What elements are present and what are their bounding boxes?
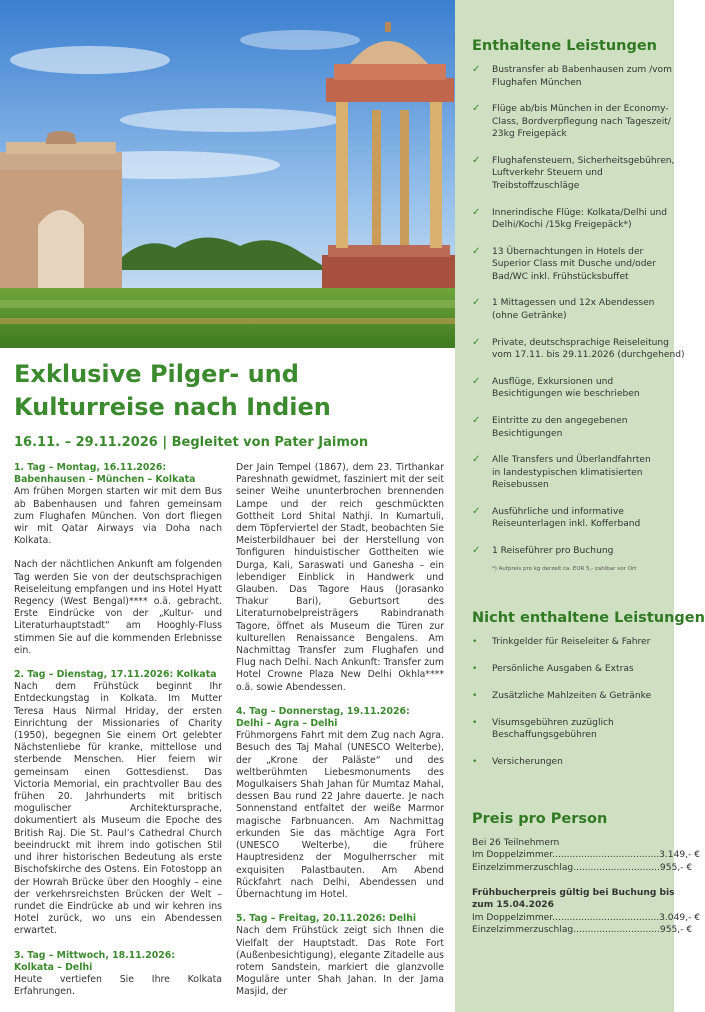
included-item — [472, 155, 674, 193]
check-icon: ✓ — [472, 545, 481, 557]
price-line: Einzelzimmerzuschlag..............................955,- € — [472, 862, 693, 873]
list-item-text: Bustransfer ab Babenhausen zum /vom Flughafen München — [492, 65, 672, 88]
day-heading: 5. Tag – Freitag, 20.11.2026: Delhi — [236, 913, 417, 925]
included-item — [472, 506, 674, 531]
list-item-text: Versicherungen — [492, 757, 563, 768]
check-icon: ✓ — [472, 375, 481, 387]
day-route: Babenhausen – München – Kolkata — [14, 474, 196, 486]
price-heading: Preis pro Person — [472, 810, 608, 827]
included-heading: Enthaltene Leistungen — [472, 38, 657, 54]
check-icon: ✓ — [472, 154, 481, 166]
included-item — [472, 207, 674, 232]
list-item-text: Persönliche Ausgaben & Extras — [492, 663, 634, 674]
day-text: Am frühen Morgen starten wir mit dem Bus ab Babenhausen und fahren gemeinsam zum Flughafen München. Von dort fliegen wir mit Qatar Airways via Doha nach Kolkata. — [14, 486, 222, 547]
excluded-item — [472, 756, 674, 769]
check-icon: ✓ — [472, 206, 481, 218]
list-item-text: Flüge ab/bis München in der Economy- Class, Bordverpflegung nach Tageszeit/ 23kg Freigepäck — [492, 104, 671, 140]
excluded-item — [472, 636, 674, 649]
hero-image — [0, 0, 455, 348]
bullet-icon: • — [472, 717, 478, 728]
list-item-text: 1 Mittagessen und 12x Abendessen (ohne Getränke) — [492, 298, 655, 321]
bullet-icon: • — [472, 690, 478, 701]
title-line-1: Exklusive Pilger- und — [14, 360, 299, 388]
list-item-text: Private, deutschsprachige Reiseleitung vom 17.11. bis 29.11.2026 (durchgehend) — [492, 337, 685, 361]
excluded-list — [472, 636, 674, 769]
early-bird-heading: zum 15.04.2026 — [472, 900, 554, 911]
list-item-text: Zusätzliche Mahlzeiten & Getränke — [492, 690, 652, 701]
check-icon: ✓ — [472, 505, 481, 517]
day-text: Heute vertiefen Sie Ihre Kolkata Erfahrungen. — [14, 973, 222, 998]
day-heading: 1. Tag – Montag, 16.11.2026: — [14, 462, 167, 473]
list-item-text: Innerindische Flüge: Kolkata/Delhi und Delhi/Kochi /15kg Freigepäck*) — [492, 207, 668, 231]
excluded-item — [472, 663, 674, 676]
included-item — [472, 415, 674, 440]
list-item-text: Visumsgebühren zuzüglich Beschaffungsgebühren — [492, 717, 614, 741]
india-gate-illustration — [0, 131, 122, 290]
price-block — [472, 837, 701, 937]
day-block — [236, 913, 444, 998]
price-line: Im Doppelzimmer.....................................3.149,- € — [472, 850, 701, 861]
day-block — [14, 669, 222, 937]
list-item-text: Eintritte zu den angegebenen Besichtigungen — [492, 416, 628, 439]
itinerary-column-2 — [236, 462, 444, 1011]
day-route: Kolkata – Delhi — [14, 961, 93, 973]
price-line: Im Doppelzimmer.....................................3.049,- € — [472, 912, 701, 923]
list-item-text: 1 Reiseführer pro Buchung — [492, 546, 614, 557]
day-block — [236, 706, 444, 901]
day-text: Nach dem Frühstück zeigt sich Ihnen die Vielfalt der Hauptstadt. Das Rote Fort (Außenbesichtigung), elegante Zitadelle aus rotem Sandstein, markiert die glanzvolle Moguläre unter Shah Jahan. In der Jama Masjid, der — [236, 925, 444, 998]
included-item — [472, 376, 674, 401]
check-icon: ✓ — [472, 103, 481, 115]
included-item — [472, 103, 674, 141]
day-text: Frühmorgens Fahrt mit dem Zug nach Agra. Besuch des Taj Mahal (UNESCO Welterbe), der „Krone der Paläste“ und des weltberühmten Liebesmonuments des Mogulkaisers Shah Jahan für Mumtaz Mahal, dessen Bau rund 22 Jahre dauerte. Je nach Sonnenstand entfaltet der weiße Marmor magische Farbnuancen. Am Nachmittag erkunden Sie das mächtige Agra Fort (UNESCO Welterbe), die frühere Hauptresidenz der Mogulherrscher mit exquisiten Palastbauten. Am Abend Rückfahrt nach Delhi, Abendessen und Übernachtung im Hotel. — [236, 730, 444, 900]
footnote: *) Aufpreis pro kg derzeit ca. EUR 5,- zahlbar vor Ort — [492, 565, 637, 572]
check-icon: ✓ — [472, 297, 481, 309]
excluded-item — [472, 690, 674, 703]
day-heading: 2. Tag – Dienstag, 17.11.2026: Kolkata — [14, 669, 217, 681]
list-item-text: Alle Transfers und Überlandfahrten in landestypischen klimatisierten Reisebussen — [492, 455, 651, 491]
check-icon: ✓ — [472, 64, 481, 75]
list-item-text: Ausflüge, Exkursionen und Besichtigungen wie beschrieben — [492, 376, 640, 400]
day-heading: 3. Tag – Mittwoch, 18.11.2026: — [14, 949, 175, 961]
price-line: Bei 26 Teilnehmern — [472, 837, 560, 848]
included-item — [472, 336, 685, 362]
price-line: Einzelzimmerzuschlag..............................955,- € — [472, 925, 693, 936]
check-icon: ✓ — [472, 415, 481, 426]
included-item — [472, 297, 674, 322]
bullet-icon: • — [472, 757, 478, 768]
list-item-text: Trinkgelder für Reiseleiter & Fahrer — [492, 636, 651, 647]
included-item — [472, 246, 674, 284]
check-icon: ✓ — [472, 336, 481, 348]
list-item-text: 13 Übernachtungen in Hotels der Superior Class mit Dusche und/oder Bad/WC inkl. Frühstücksbuffet — [492, 246, 656, 282]
list-item-text: Ausführliche und informative Reiseunterlagen inkl. Kofferband — [492, 506, 641, 530]
excluded-item — [472, 717, 674, 742]
page-title — [14, 358, 444, 424]
day-heading: 4. Tag – Donnerstag, 19.11.2026: — [236, 705, 410, 717]
day-text: Nach der nächtlichen Ankunft am folgenden Tag werden Sie von der deutschsprachigen Reiseleitung empfangen und ins Hotel Hyatt Regency (West Bengal)**** o.ä. gebracht. Erste Eindrücke von der „Kultur- und Literaturhauptstadt“ am Hooghly-Fluss stimmen Sie auf die kommenden Erlebnisse ein. — [14, 559, 222, 656]
list-item-text: Flughafensteuern, Sicherheitsgebühren, Luftverkehr Steuern und Treibstoffzuschläge — [492, 155, 675, 191]
title-line-2: Kulturreise nach Indien — [14, 393, 331, 421]
excluded-heading: Nicht enthaltene Leistungen — [472, 609, 705, 626]
main-content — [14, 352, 444, 1007]
day-route: Delhi – Agra – Delhi — [236, 718, 338, 730]
date-subtitle: 16.11. – 29.11.2026 | Begleitet von Pater Jaimon — [14, 435, 369, 450]
included-list — [472, 64, 685, 558]
day-block — [14, 462, 222, 547]
check-icon: ✓ — [472, 245, 481, 257]
sidebar — [455, 0, 705, 1012]
check-icon: ✓ — [472, 454, 481, 466]
included-item — [472, 545, 674, 558]
included-item — [472, 64, 674, 89]
itinerary-column-1 — [14, 462, 222, 1011]
bullet-icon: • — [472, 663, 478, 674]
day-text: Der Jain Tempel (1867), dem 23. Tirthankar Pareshnath gewidmet, fasziniert mit der seit seiner Weihe ununterbrochen brennenden Lampe und der reich geschmückten Gottheit Lord Shital Nathji. In Kumartuli, dem Töpferviertel der Stadt, beobachten Sie Meisterbildhauer bei der Herstellung von Tonfiguren hinduistischer Gottheiten wie Durga, Kali, Saraswati und Ganesha – ein lebendiger Einblick in Handwerk und Glauben. Das Tagore Haus (Jorasanko Thakur Bari), Geburtsort des Literaturnobelpreisträgers Rabindranath Tagore, öffnet als Museum die Türen zur kulturellen Renaissance Bengalens. Am Nachmittag Transfer zum Flughafen und Flug nach Delhi. Nach Ankunft: Transfer zum Hotel Crowne Plaza New Delhi Okhla**** o.ä. sowie Abendessen. — [236, 462, 444, 693]
early-bird-heading: Frühbucherpreis gültig bei Buchung bis — [472, 887, 675, 898]
day-text: Nach dem Frühstück beginnt Ihr Entdeckungstag in Kolkata. Im Mutter Teresa Haus Nirmal Hriday, der ersten Einrichtung der Missionaries of Charity (1950), begegnen Sie einem Ort gelebter Nächstenliebe für kranke, mittellose und sterbende Menschen. Hier feiern wir gemeinsam einen Gottesdienst. Das Victoria Memorial, ein prachtvoller Bau des frühen 20. Jahrhunderts mit britisch mogulischer Architektursprache, dokumentiert als Museum die Epoche des British Raj. Die St. Paul’s Cathedral Church beeindruckt mit ihrem indo gotischen Stil und ihrer historischen Bedeutung als erste Bischofskirche des Ostens. Ein Fotostopp an der Howrah Brücke über den Hooghly – eine der verkehrsreichsten Brücken der Welt – rundet die Eindrücke ab und wir kehren ins Hotel zurück, wo uns ein Abendessen erwartet. — [14, 681, 222, 937]
itinerary-columns — [14, 462, 444, 1011]
included-item — [472, 454, 674, 492]
day-block — [14, 950, 222, 999]
bullet-icon: • — [472, 636, 478, 647]
